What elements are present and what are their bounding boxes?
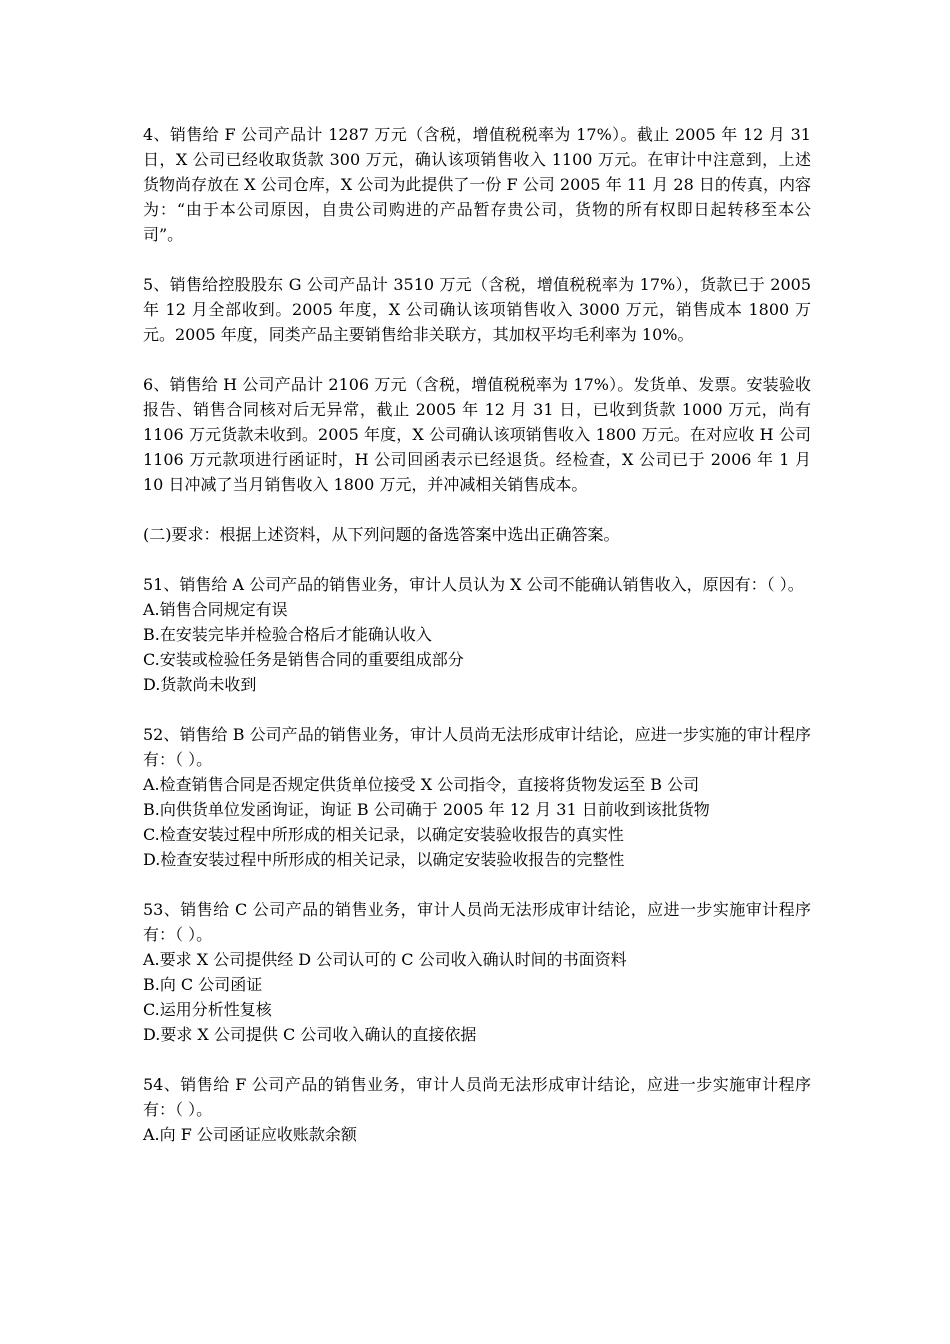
option-a: A.要求 X 公司提供经 D 公司认可的 C 公司收入确认时间的书面资料 [143, 950, 627, 969]
option-d: D.货款尚未收到 [143, 675, 257, 694]
option-b: B.向 C 公司函证 [143, 975, 263, 994]
option-a: A.检查销售合同是否规定供货单位接受 X 公司指令，直接将货物发运至 B 公司 [143, 775, 700, 794]
document-body [143, 122, 811, 1172]
option-d: D.要求 X 公司提供 C 公司收入确认的直接依据 [143, 1025, 477, 1044]
question-stem: 54、销售给 F 公司产品的销售业务，审计人员尚无法形成审计结论，应进一步实施审计程序有：（ ）。 [143, 1075, 811, 1119]
question-stem: 51、销售给 A 公司产品的销售业务，审计人员认为 X 公司不能确认销售收入，原因有：（ ）。 [143, 575, 804, 594]
option-c: C.运用分析性复核 [143, 1000, 272, 1019]
case-item-5-paragraph: 5、销售给控股股东 G 公司产品计 3510 万元（含税，增值税税率为 17%），货款已于 2005 年 12 月全部收到。2005 年度，X 公司确认该项销售收入 3000 万元，销售成本 1800 万元。2005 年度，同类产品主要销售给非关联方，其加权平均毛利率为 10%。 [143, 275, 811, 344]
question-stem: 53、销售给 C 公司产品的销售业务，审计人员尚无法形成审计结论，应进一步实施审计程序有：（ ）。 [143, 900, 811, 944]
requirement-paragraph: (二)要求：根据上述资料，从下列问题的备选答案中选出正确答案。 [143, 525, 620, 544]
case-item-6-paragraph: 6、销售给 H 公司产品计 2106 万元（含税，增值税税率为 17%）。发货单、发票。安装验收报告、销售合同核对后无异常，截止 2005 年 12 月 31 日，已收到货款 1000 万元，尚有 1106 万元货款未收到。2005 年度，X 公司确认该项销售收入 1800 万元。在对应收 H 公司 1106 万元款项进行函证时，H 公司回函表示已经退货。经检查，X 公司已于 2006 年 1 月 10 日冲减了当月销售收入 1800 万元，并冲减相关销售成本。 [143, 375, 811, 494]
case-item-4-paragraph: 4、销售给 F 公司产品计 1287 万元（含税，增值税税率为 17%）。截止 2005 年 12 月 31 日，X 公司已经收取货款 300 万元，确认该项销售收入 1100 万元。在审计中注意到，上述货物尚存放在 X 公司仓库，X 公司为此提供了一份 F 公司 2005 年 11 月 28 日的传真，内容为：“由于本公司原因，自贵公司购进的产品暂存贵公司，货物的所有权即日起转移至本公司”。 [143, 125, 811, 244]
option-a: A.向 F 公司函证应收账款余额 [143, 1125, 357, 1144]
option-c: C.检查安装过程中所形成的相关记录，以确定安装验收报告的真实性 [143, 825, 624, 844]
option-b: B.在安装完毕并检验合格后才能确认收入 [143, 625, 432, 644]
question-52 [143, 722, 811, 872]
option-b: B.向供货单位发函询证，询证 B 公司确于 2005 年 12 月 31 日前收到该批货物 [143, 800, 710, 819]
question-54 [143, 1072, 811, 1147]
question-51 [143, 572, 811, 697]
question-stem: 52、销售给 B 公司产品的销售业务，审计人员尚无法形成审计结论，应进一步实施的审计程序有：（ ）。 [143, 725, 811, 769]
question-53 [143, 897, 811, 1047]
option-d: D.检查安装过程中所形成的相关记录，以确定安装验收报告的完整性 [143, 850, 625, 869]
option-a: A.销售合同规定有误 [143, 600, 288, 619]
option-c: C.安装或检验任务是销售合同的重要组成部分 [143, 650, 464, 669]
